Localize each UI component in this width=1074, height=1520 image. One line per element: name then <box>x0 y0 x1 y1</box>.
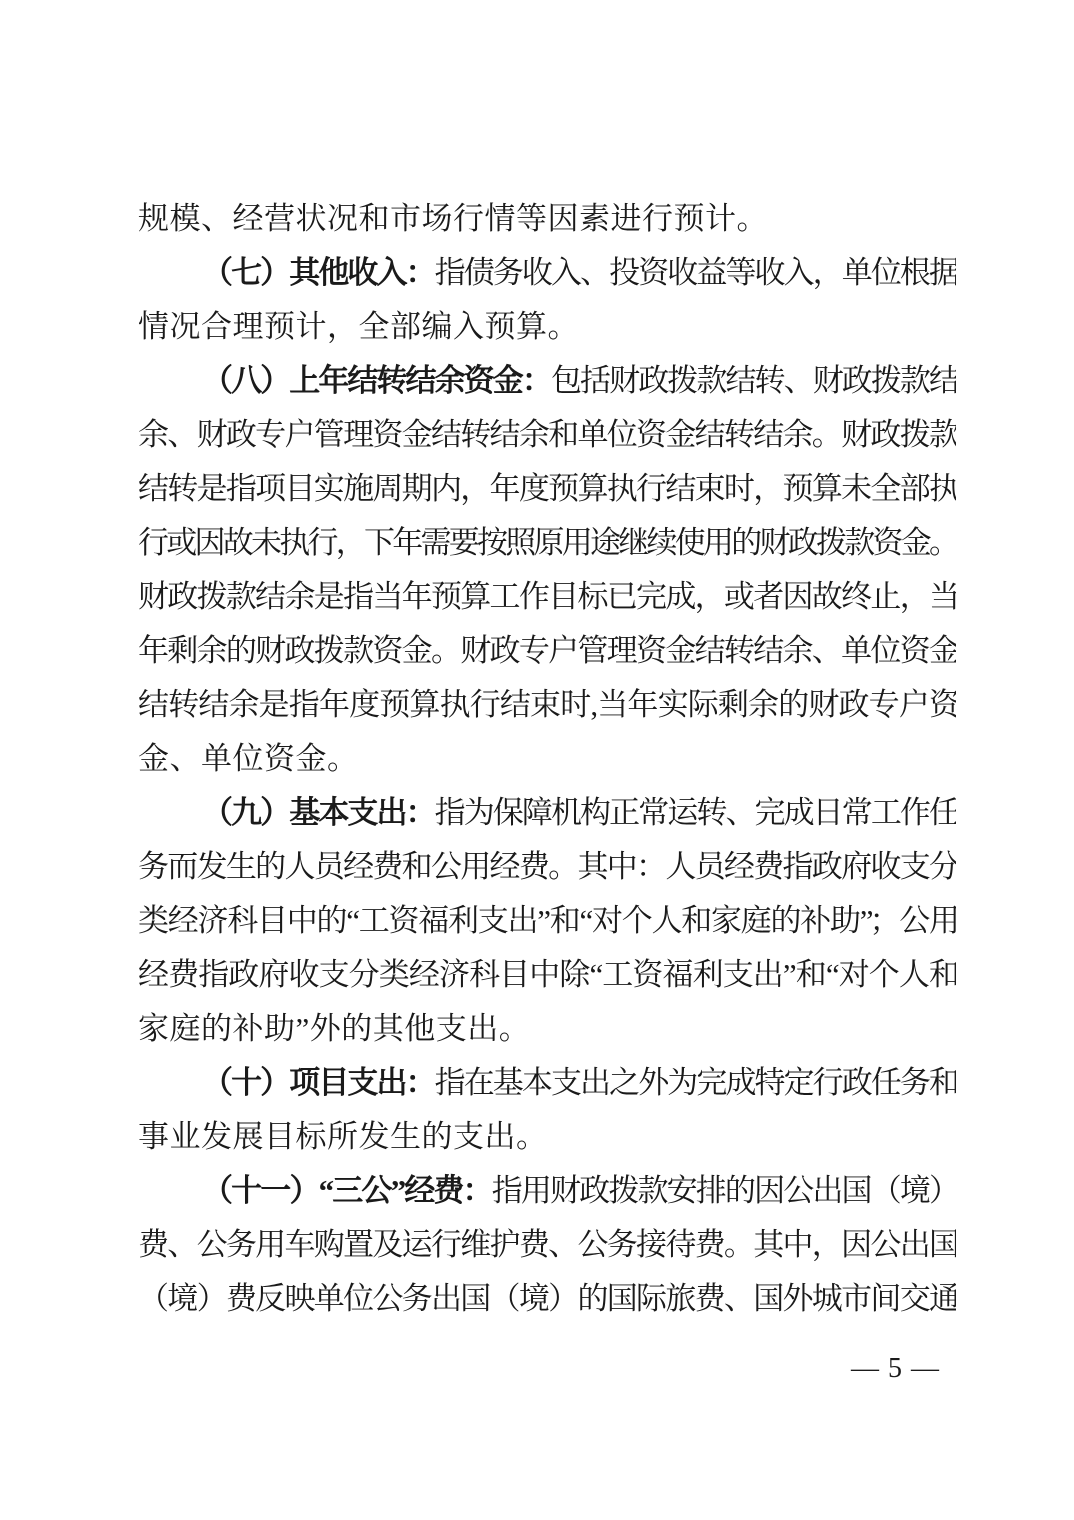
text-line <box>138 678 956 732</box>
line-text: 年剩余的财政拨款资金。财政专户管理资金结转结余、单位资金 <box>138 633 956 668</box>
line-text: 指在基本支出之外为完成特定行政任务和 <box>434 1065 956 1100</box>
line-text: 财政拨款结余是指当年预算工作目标已完成，或者因故终止，当 <box>138 579 956 614</box>
line-text: 务而发生的人员经费和公用经费。其中：人员经费指政府收支分 <box>138 849 956 884</box>
line-text: 经费指政府收支分类经济科目中除“工资福利支出”和“对个人和 <box>138 957 956 992</box>
text-line <box>138 786 956 840</box>
line-text: 指用财政拨款安排的因公出国（境） <box>491 1173 956 1208</box>
line-text: 事业发展目标所发生的支出。 <box>138 1119 548 1154</box>
text-line <box>138 1002 956 1056</box>
text-line <box>138 462 956 516</box>
text-line <box>138 948 956 1002</box>
text-line <box>138 570 956 624</box>
text-line <box>138 408 956 462</box>
text-line <box>138 1056 956 1110</box>
line-text: 家庭的补助”外的其他支出。 <box>138 1011 531 1046</box>
line-text: 结转是指项目实施周期内，年度预算执行结束时，预算未全部执 <box>138 471 956 506</box>
page-number: — 5 — <box>851 1353 940 1384</box>
line-text: 情况合理预计，全部编入预算。 <box>138 309 579 344</box>
line-text: 费、公务用车购置及运行维护费、公务接待费。其中，因公出国 <box>138 1227 956 1262</box>
text-line <box>138 300 956 354</box>
body-text <box>138 192 956 1326</box>
text-line <box>138 624 956 678</box>
text-line <box>138 246 956 300</box>
text-line <box>138 354 956 408</box>
text-line <box>138 1218 956 1272</box>
text-line <box>138 732 956 786</box>
line-text: 行或因故未执行，下年需要按照原用途继续使用的财政拨款资金。 <box>138 525 956 560</box>
line-text: 规模、经营状况和市场行情等因素进行预计。 <box>138 201 768 236</box>
line-text: 指为保障机构正常运转、完成日常工作任 <box>434 795 956 830</box>
line-text: 金、单位资金。 <box>138 741 359 776</box>
paragraph-heading: （九）基本支出： <box>202 795 435 830</box>
paragraph-heading: （十）项目支出： <box>202 1065 435 1100</box>
paragraph-heading: （八）上年结转结余资金： <box>202 363 551 398</box>
paragraph-heading: （十一）“三公”经费： <box>202 1173 492 1208</box>
text-line <box>138 516 956 570</box>
line-text: 结转结余是指年度预算执行结束时,当年实际剩余的财政专户资 <box>138 687 956 722</box>
text-line <box>138 1272 956 1326</box>
line-text: 余、财政专户管理资金结转结余和单位资金结转结余。财政拨款 <box>138 417 956 452</box>
line-text: （境）费反映单位公务出国（境）的国际旅费、国外城市间交通 <box>138 1281 956 1316</box>
text-line <box>138 1110 956 1164</box>
paragraph-heading: （七）其他收入： <box>202 255 435 290</box>
text-line <box>138 192 956 246</box>
line-text: 指债务收入、投资收益等收入，单位根据 <box>434 255 956 290</box>
text-line <box>138 840 956 894</box>
line-text: 类经济科目中的“工资福利支出”和“对个人和家庭的补助”；公用 <box>138 903 956 938</box>
text-line <box>138 1164 956 1218</box>
line-text: 包括财政拨款结转、财政拨款结 <box>550 363 956 398</box>
text-line <box>138 894 956 948</box>
